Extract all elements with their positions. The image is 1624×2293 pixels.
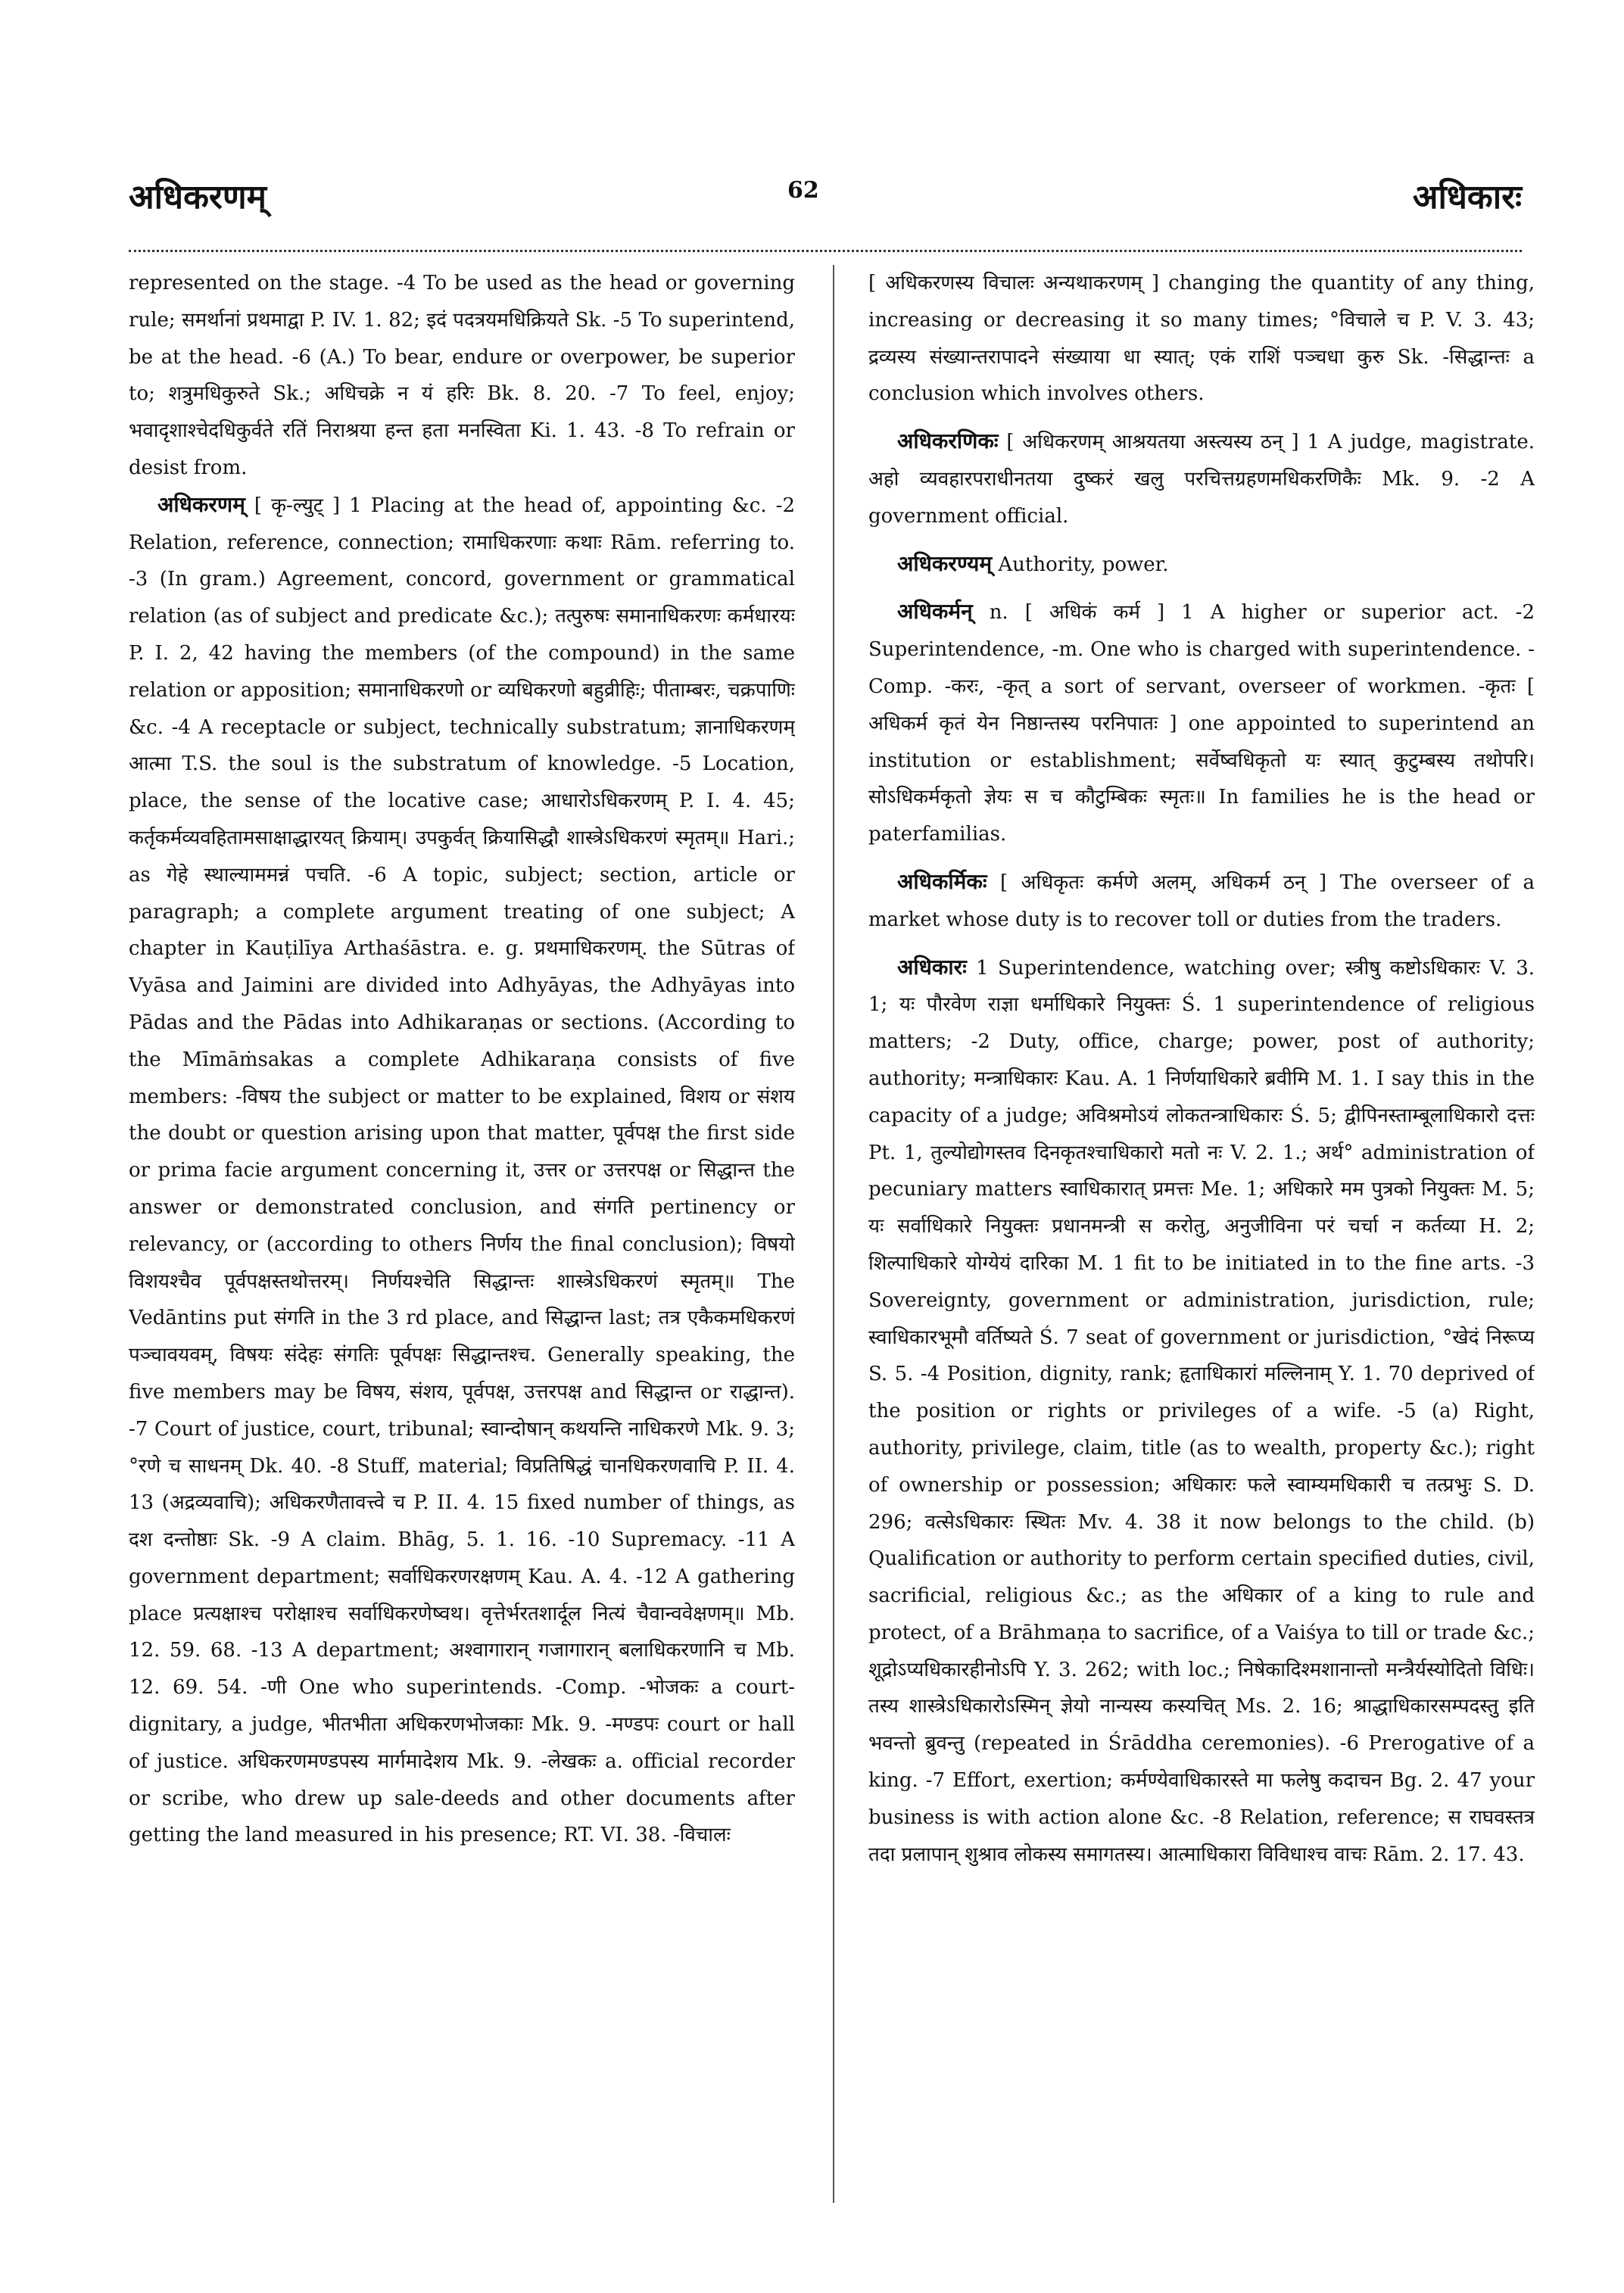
page-number: 62 bbox=[787, 177, 819, 204]
entry-definition: [ कृ-ल्युट् ] 1 Placing at the head of, appointing &c. -2 Relation, reference, connection; रामाधिकरणाः कथाः Rām. referring to. -3 (In gram.) Agreement, concord, government or grammatical relation (as of subject and predicate &c.); तत्पुरुषः समानाधिकरणः कर्मधारयः P. I. 2, 42 having the members (of the compound) in the same relation or apposition; समानाधिकरणो or व्यधिकरणो बहुव्रीहिः; पीताम्बरः, चक्रपाणिः &c. -4 A receptacle or subject, technically substratum; ज्ञानाधिकरणम् आत्मा T.S. the soul is the substratum of knowledge. -5 Location, place, the sense of the locative case; आधारोऽधिकरणम् P. I. 4. 45; कर्तृकर्मव्यवहितामसाक्षाद्धारयत् क्रियाम्। उपकुर्वत् क्रियासिद्धौ शास्त्रेऽधिकरणं स्मृतम्॥ Hari.; as गेहे स्थाल्याममन्नं पचति. -6 A topic, subject; section, article or paragraph; a complete argument treating of one subject; A chapter in Kauṭilīya Arthaśāstra. e. g. प्रथमाधिकरणम्. the Sūtras of Vyāsa and Jaimini are divided into Adhyāyas, the Adhyāyas into Pādas and the Pādas into Adhikaraṇas or sections. (According to the Mīmāṁsakas a complete Adhikaraṇa consists of five members: -विषय the subject or matter to be explained, विशय or संशय the doubt or question arising upon that matter, पूर्वपक्ष the first side or prima facie argument concerning it, उत्तर or उत्तरपक्ष or सिद्धान्त the answer or demonstrated conclusion, and संगति pertinency or relevancy, or (according to others निर्णय the final conclusion); विषयो विशयश्चैव पूर्वपक्षस्तथोत्तरम्। निर्णयश्चेति सिद्धान्तः शास्त्रेऽधिकरणं स्मृतम्॥ The Vedāntins put संगति in the 3 rd place, and सिद्धान्त last; तत्र एकैकमधिकरणं पञ्चावयवम्, विषयः संदेहः संगतिः पूर्वपक्षः सिद्धान्तश्च. Generally speaking, the five members may be विषय, संशय, पूर्वपक्ष, उत्तरपक्ष and सिद्धान्त or राद्धान्त). -7 Court of justice, court, tribunal; स्वान्दोषान् कथयन्ति नाधिकरणे Mk. 9. 3; °रणे च साधनम् Dk. 40. -8 Stuff, material; विप्रतिषिद्धं चानधिकरणवाचि P. II. 4. 13 (अद्रव्यवाचि); अधिकरणैतावत्त्वे च P. II. 4. 15 fixed number of things, as दश दन्तोष्ठाः Sk. -9 A claim. Bhāg, 5. 1. 16. -10 Supremacy. -11 A government department; सर्वाधिकरणरक्षणम् Kau. A. 4. -12 A gathering place प्रत्यक्षाश्च परोक्षाश्च सर्वाधिकरणेष्वथ। वृत्तेर्भरतशार्दूल नित्यं चैवान्ववेक्षणम्॥ Mb. 12. 59. 68. -13 A department; अश्वागारान् गजागारान् बलाधिकरणानि च Mb. 12. 69. 54. -णी One who superintends. -Comp. -भोजकः a court-dignitary, a judge, भीतभीता अधिकरणभोजकाः Mk. 9. -मण्डपः court or hall of justice. अधिकरणमण्डपस्य मार्गमादेशय Mk. 9. -लेखकः a. official recorder or scribe, who drew up sale-deeds and other documents after getting the land measured in his presence; RT. VI. 38. -विचालः bbox=[129, 494, 795, 1847]
continuation-text: [ अधिकरणस्य विचालः अन्यथाकरणम् ] changing the quantity of any thing, increasing or decreasing it so many times; °विचाले च P. V. 3. 43; द्रव्यस्य संख्यान्तरापादने संख्याया धा स्यात्; एकं राशिं पञ्चधा कुरु Sk. -सिद्धान्तः a conclusion which involves others. bbox=[868, 272, 1535, 406]
dictionary-entry bbox=[868, 864, 1535, 939]
entry-headword: अधिकरणिकः bbox=[897, 428, 999, 454]
entry-gap bbox=[868, 853, 1535, 864]
running-header bbox=[129, 167, 1522, 227]
left-column bbox=[129, 265, 795, 2203]
header-last-word: अधिकारः bbox=[1412, 178, 1522, 217]
entry-definition: [ अधिकृतः कर्मणे अलम्, अधिकर्म ठन् ] The overseer of a market whose duty is to recover toll or duties from the traders. bbox=[868, 871, 1535, 931]
entry-headword: अधिकर्मिकः bbox=[897, 868, 987, 894]
entry-gap bbox=[868, 535, 1535, 546]
entry-definition: n. [ अधिकं कर्म ] 1 A higher or superior act. -2 Superintendence, -m. One who is charged with superintendence. -Comp. -करः, -कृत् a sort of servant, overseer of workmen. -कृतः [ अधिकर्म कृतं येन निष्ठान्तस्य परनिपातः ] one appointed to superintend an institution or establishment; सर्वेष्वधिकृतो यः स्यात् कुटुम्बस्य तथोपरि। सोऽधिकर्मकृतो ज्ञेयः स च कौटुम्बिकः स्मृतः॥ In families he is the head or paterfamilias. bbox=[868, 601, 1535, 846]
header-rule bbox=[129, 250, 1522, 252]
dictionary-entry bbox=[868, 594, 1535, 853]
column-divider bbox=[833, 265, 834, 2203]
entry-gap bbox=[868, 413, 1535, 423]
entry-definition: 1 Superintendence, watching over; स्त्रीषु कष्टोऽधिकारः V. 3. 1; यः पौरवेण राज्ञा धर्माधिकारे नियुक्तः Ś. 1 superintendence of religious matters; -2 Duty, office, charge; power, post of authority; authority; मन्त्राधिकारः Kau. A. 1 निर्णयाधिकारे ब्रवीमि M. 1. I say this in the capacity of a judge; अविश्रमोऽयं लोकतन्त्राधिकारः Ś. 5; द्वीपिनस्ताम्बूलाधिकारो दत्तः Pt. 1, तुल्योद्योगस्तव दिनकृतश्चाधिकारो मतो नः V. 2. 1.; अर्थ° administration of pecuniary matters स्वाधिकारात् प्रमत्तः Me. 1; अधिकारे मम पुत्रको नियुक्तः M. 5; यः सर्वाधिकारे नियुक्तः प्रधानमन्त्री स करोतु, अनुजीविना परं चर्चा न कर्तव्या H. 2; शिल्पाधिकारे योग्येयं दारिका M. 1 fit to be initiated in to the fine arts. -3 Sovereignty, government or administration, jurisdiction, rule; स्वाधिकारभूमौ वर्तिष्यते Ś. 7 seat of government or jurisdiction, °खेदं निरूप्य S. 5. -4 Position, dignity, rank; हृताधिकारां मल्लिनाम् Y. 1. 70 deprived of the position or rights or privileges of a wife. -5 (a) Right, authority, privilege, claim, title (as to wealth, property &c.); right of ownership or possession; अधिकारः फले स्वाम्यमधिकारी च तत्प्रभुः S. D. 296; वत्सेऽधिकारः स्थितः Mv. 4. 38 it now belongs to the child. (b) Qualification or authority to perform certain specified duties, civil, sacrificial, religious &c.; as the अधिकार of a king to rule and protect, of a Brāhmaṇa to sacrifice, of a Vaiśya to till or trade &c.; शूद्रोऽप्यधिकारहीनोऽपि Y. 3. 262; with loc.; निषेकादिश्मशानान्तो मन्त्रैर्यस्योदितो विधिः। तस्य शास्त्रेऽधिकारोऽस्मिन् ज्ञेयो नान्यस्य कस्यचित् Ms. 2. 16; श्राद्धाधिकारसम्पदस्तु इति भवन्तो ब्रुवन्तु (repeated in Śrāddha ceremonies). -6 Prerogative of a king. -7 Effort, exertion; कर्मण्येवाधिकारस्ते मा फलेषु कदाचन Bg. 2. 47 your business is with action alone &c. -8 Relation, reference; स राघवस्तत्र तदा प्रलापान् शुश्राव लोकस्य समागतस्य। आत्माधिकारा विविधाश्च वाचः Rām. 2. 17. 43. bbox=[868, 956, 1535, 1866]
entry-definition: [ अधिकरणम् आश्रयतया अस्त्यस्य ठन् ] 1 A judge, magistrate. अहो व्यवहारपराधीनतया दुष्करं खलु परचित्तग्रहणमधिकरणिकैः Mk. 9. -2 A government official. bbox=[868, 431, 1535, 528]
dictionary-entry bbox=[129, 487, 795, 1854]
entry-headword: अधिकारः bbox=[897, 954, 967, 980]
entry-gap bbox=[868, 583, 1535, 594]
entry-gap bbox=[868, 939, 1535, 949]
header-first-word: अधिकरणम् bbox=[129, 178, 267, 217]
dictionary-entry bbox=[868, 423, 1535, 534]
dictionary-entry bbox=[868, 546, 1535, 584]
right-column bbox=[868, 265, 1535, 2203]
dictionary-entry bbox=[868, 949, 1535, 1874]
continuation-text: represented on the stage. -4 To be used as the head or governing rule; समर्थानां प्रथमाद्वा P. IV. 1. 82; इदं पदत्रयमधिक्रियते Sk. -5 To superintend, be at the head. -6 (A.) To bear, endure or overpower, be superior to; शत्रुमधिकुरुते Sk.; अधिचक्रे न यं हरिः Bk. 8. 20. -7 To feel, enjoy; भवादृशाश्चेदधिकुर्वते रतिं निराश्रया हन्त हता मनस्विता Ki. 1. 43. -8 To refrain or desist from. bbox=[129, 272, 795, 479]
entry-headword: अधिकर्मन् bbox=[897, 599, 973, 625]
entry-headword: अधिकरणम् bbox=[157, 491, 245, 517]
entry-headword: अधिकरण्यम् bbox=[897, 550, 993, 576]
entry-definition: Authority, power. bbox=[998, 553, 1169, 576]
